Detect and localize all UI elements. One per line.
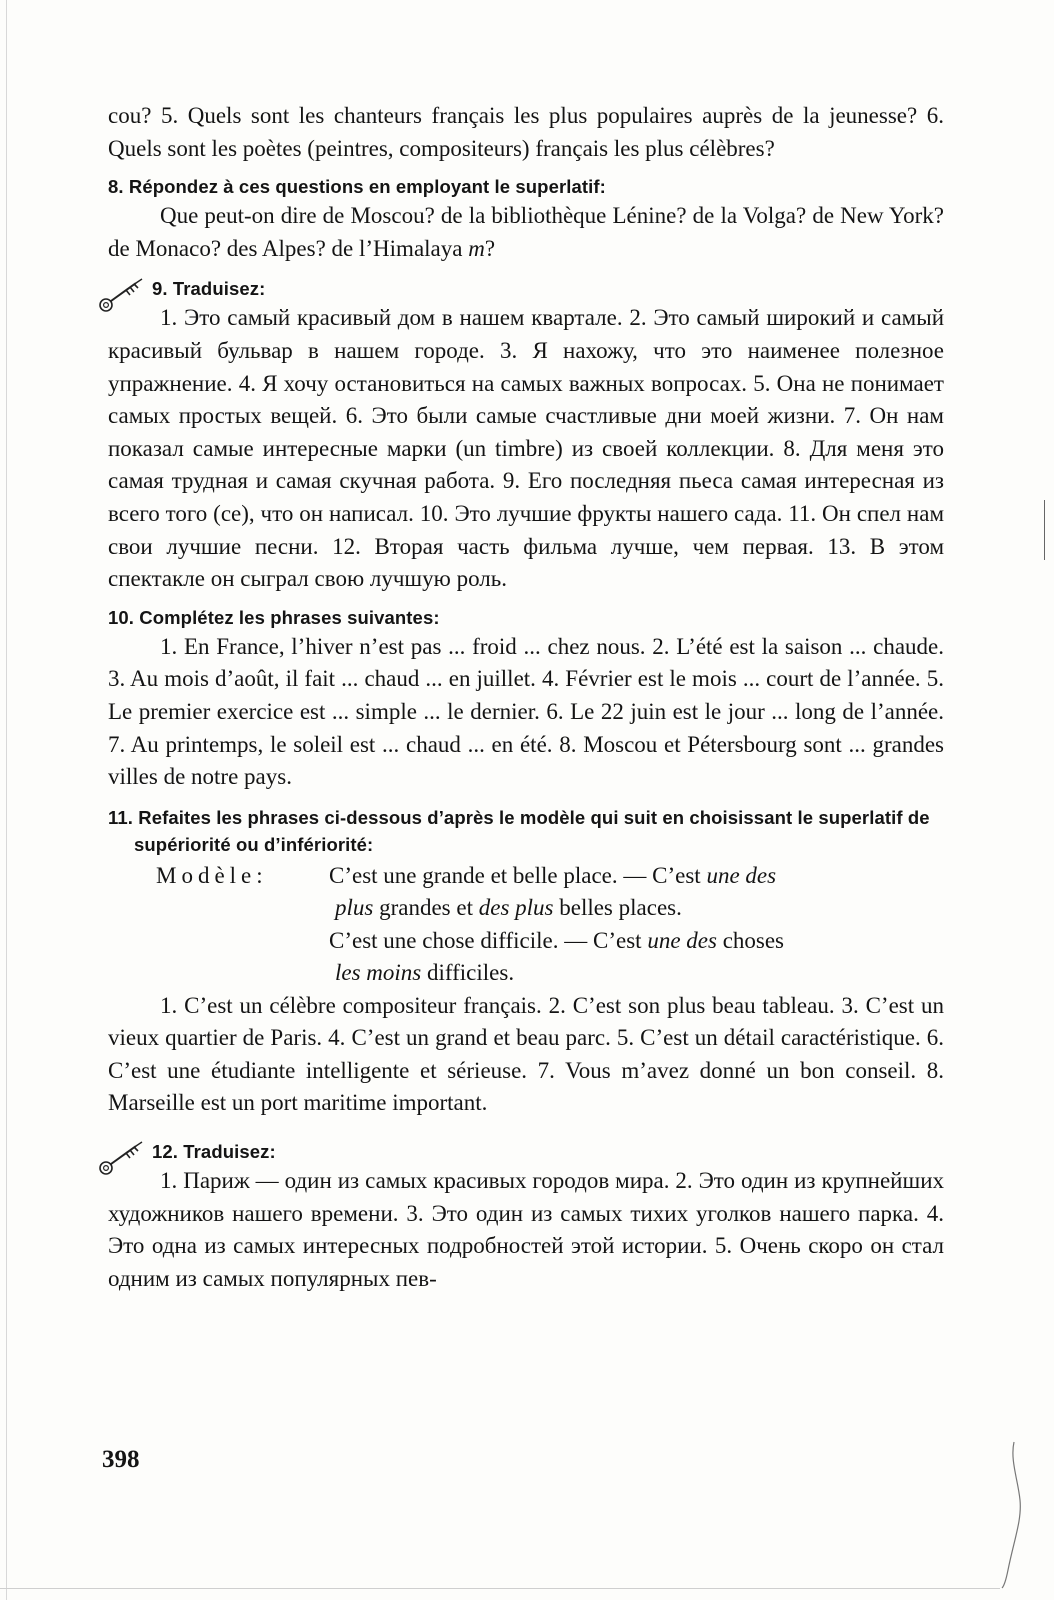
key-icon (96, 275, 152, 315)
model-line-2: plus grandes et des plus belles places. (335, 895, 682, 921)
exercise-12-text: 1. Париж — один из самых красивых городов мира. 2. Это один из крупнейших художников нашего времени. 3. Это один из самых тихих уголков нашего парка. 4. Это одна из самых интересных подробностей этой истории. 5. Очень скоро он стал одним из самых популярных пев- (108, 1168, 944, 1291)
exercise-12-heading: 12. Traduisez: (152, 1141, 276, 1163)
page-edge-right-mark (1044, 500, 1045, 560)
exercise-9 (108, 275, 944, 302)
page-edge-left (6, 0, 7, 1600)
key-icon (96, 1138, 152, 1178)
intro-paragraph: cou? 5. Quels sont les chanteurs français les plus populaires auprès de la jeunesse? 6. Quels sont les poètes (peintres, compositeurs) français les plus célèbres? (108, 103, 944, 161)
margin-scribble (1000, 1440, 1044, 1590)
exercise-12 (108, 1138, 944, 1165)
exercise-10-text: 1. En France, l’hiver n’est pas ... froid ... chez nous. 2. L’été est la saison ... chaude. 3. Au mois d’août, il fait ... chaud ... en juillet. 4. Février est le mois ... court de l’année. 5. Le premier exercice est ... simple ... le dernier. 6. Le 22 juin est le jour ... long de l’année. 7. Au printemps, le soleil est ... chaud ... en été. 8. Moscou et Pétersbourg sont ... grandes villes de notre pays. (108, 633, 944, 790)
page-edge-bottom (0, 1588, 1000, 1589)
exercise-8-heading: 8. Répondez à ces questions en employant le superlatif: (108, 176, 606, 198)
exercise-9-heading: 9. Traduisez: (152, 278, 266, 300)
exercise-11-text: 1. C’est un célèbre compositeur français. 2. C’est son plus beau tableau. 3. C’est un vieux quartier de Paris. 4. C’est un grand et beau parc. 5. C’est un détail caractéristique. 6. C’est une étudiante intelligente et sérieuse. 7. Vous m’avez donné un bon conseil. 8. Marseille est un port maritime important. (108, 992, 944, 1116)
model-block (108, 860, 944, 990)
page-number: 398 (102, 1446, 140, 1473)
model-line-1: C’est une grande et belle place. — C’est une des (329, 862, 777, 888)
model-line-4: les moins difficiles. (335, 960, 515, 986)
model-label: Modèle: (156, 862, 268, 888)
exercise-11-heading: 11. Refaites les phrases ci-dessous d’après le modèle qui suit en choisissant le superlatif de supériorité ou d’infériorité: (108, 806, 930, 855)
exercise-10-heading: 10. Complétez les phrases suivantes: (108, 606, 440, 628)
model-line-3: C’est une chose difficile. — C’est une des choses (329, 927, 785, 953)
exercise-9-text: 1. Это самый красивый дом в нашем квартале. 2. Это самый широкий и самый красивый бульвар в нашем городе. 3. Я нахожу, что это наименее полезное упражнение. 4. Я хочу остановиться на самых важных вопросах. 5. Она не понимает самых простых вещей. 6. Это были самые счастливые дни моей жизни. 7. Он нам показал самые интересные марки (un timbre) из своей коллекции. 8. Для меня это самая трудная и самая скучная работа. 9. Его последняя пьеса самая интересная из всего того (ce), что он написал. 10. Это лучшие фрукты нашего сада. 11. Он спел нам свои лучшие песни. 12. Вторая часть фильма лучше, чем первая. 13. В этом спектакле он сыграл свою лучшую роль. (108, 305, 944, 592)
model-examples (329, 860, 889, 990)
exercise-8-text: Que peut-on dire de Moscou? de la bibliothèque Lénine? de la Volga? de New York? de Monaco? des Alpes? de l’Himalaya m? (108, 203, 944, 261)
page-content (108, 100, 944, 1295)
